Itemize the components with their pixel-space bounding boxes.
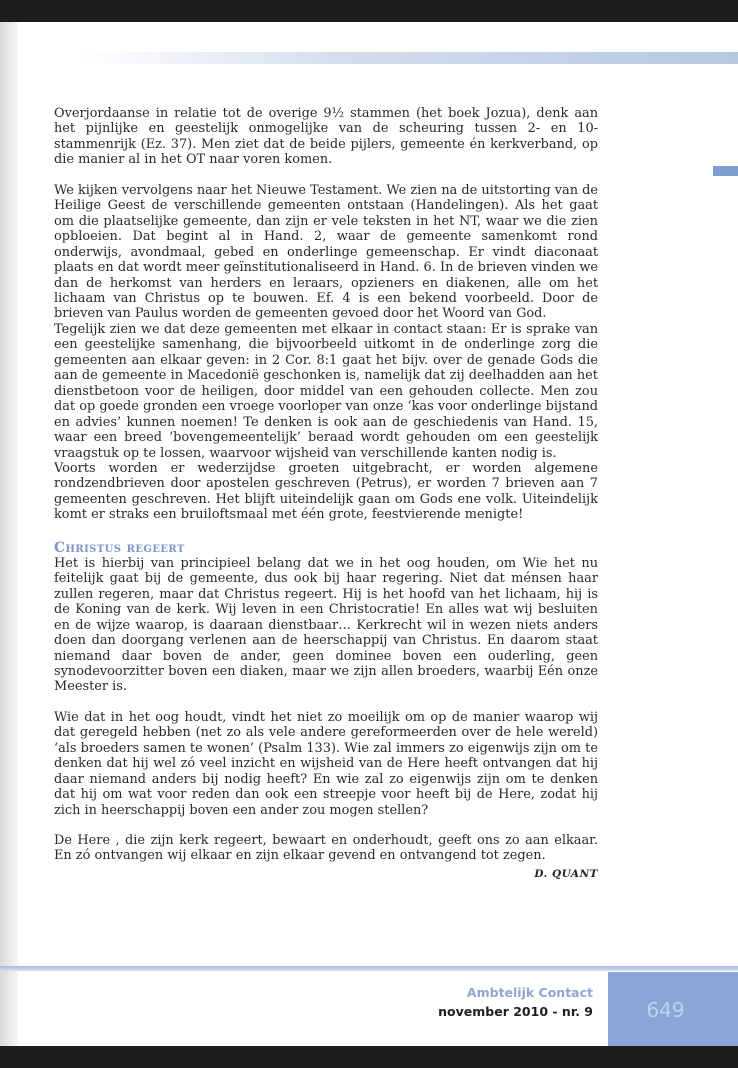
scan-left-shadow — [0, 22, 18, 1046]
footer-rule — [0, 966, 738, 971]
paragraph-closing: De Here , die zijn kerk regeert, bewaart en onderhoudt, geeft ons zo aan elkaar. En zó ontvangen wij elkaar en zijn elkaar gevend en ontvangend tot zegen. — [54, 833, 598, 864]
page-number-box — [608, 972, 738, 1046]
paragraph-greetings: Voorts worden er wederzijdse groeten uitgebracht, er worden algemene rondzendbrieven door apostelen geschreven (Petrus), er worden 7 brieven aan 7 gemeenten geschreven. Het blijft uiteindelijk gaan om Gods ene volk. Uiteindelijk komt er straks een bruiloftsmaal met één grote, feestvierende menigte! — [54, 460, 598, 523]
paragraph-new-testament: We kijken vervolgens naar het Nieuwe Testament. We zien na de uitstorting van de Heilige Geest de verschillende gemeenten ontstaan (Handelingen). Als het gaat om die plaatselijke gemeente, dan zijn er vele teksten in het NT, waar we die zien opbloeien. Dat begint al in Hand. 2, waar de gemeente samenkomt rond onderwijs, avondmaal, gebed en onderlinge gemeenschap. Er vindt diaconaat plaats en dat wordt meer geïnstitutionaliseerd in Hand. 6. In de brieven vinden we dan de herkomst van herders en leraars, opzieners en diakenen, alle om het lichaam van Christus op te bouwen. Ef. 4 is een bekend voorbeeld. Door de brieven van Paulus worden de gemeenten gevoed door het Woord van God. — [54, 182, 598, 322]
magazine-title: Ambtelijk Contact — [466, 985, 593, 1000]
article-body — [54, 106, 598, 882]
header-color-band — [82, 52, 738, 64]
paragraph-brothers: Wie dat in het oog houdt, vindt het niet zo moeilijk om op de manier waarop wij dat geregeld hebben (net zo als vele andere gereformeerden over de hele wereld) ‘als broeders samen te wonen’ (Psalm 133). Wie zal immers zo eigenwijs zijn om te denken dat hij wel zó veel inzicht en wijsheid van de Here heeft ontvangen dat hij daar niemand anders bij nodig heeft? En wie zal zo eigenwijs zijn om te denken dat hij om wat voor reden dan ook een streepje voor heeft bij de Here, zodat hij zich in heerschappij boven een ander zou mogen stellen? — [54, 709, 598, 818]
paragraph-intro: Overjordaanse in relatie tot de overige 9½ stammen (het boek Jozua), denk aan het pijnlijke en geestelijk onmogelijke van de scheuring tussen 2- en 10-stammenrijk (Ez. 37). Men ziet dat de beide pijlers, gemeente én kerkverband, op die manier al in het OT naar voren komen. — [54, 106, 598, 168]
side-tab-marker — [713, 166, 738, 176]
scan-bottom-border — [0, 1046, 738, 1068]
page-number: 649 — [646, 998, 685, 1022]
paragraph-christocracy: Het is hierbij van principieel belang dat we in het oog houden, om Wie het nu feitelijk gaat bij de gemeente, dus ook bij haar regering. Niet dat ménsen haar zullen regeren, maar dat Christus regeert. Hij is het hoofd van het lichaam, hij is de Koning van de kerk. Wij leven in een Christocratie! En alles wat wij besluiten en de wijze waarop, is daaraan dienstbaar… Kerkrecht wil in wezen niets anders doen dan doorgang verlenen aan de heerschappij van Christus. En daarom staat niemand daar boven de ander, geen dominee boven een ouderling, geen synodevoorzitter boven een diaken, maar we zijn allen broeders, waarbij Eén onze Meester is. — [54, 555, 598, 695]
scan-top-border — [0, 0, 738, 22]
issue-info: november 2010 - nr. 9 — [438, 1004, 593, 1019]
paragraph-contact: Tegelijk zien we dat deze gemeenten met elkaar in contact staan: Er is sprake van een geestelijke samenhang, die bijvoorbeeld uitkomt in de onderlinge zorg die gemeenten aan elkaar geven: in 2 Cor. 8:1 gaat het bijv. over de genade Gods die aan de gemeente in Macedonië geschonken is, namelijk dat zij deelhadden aan het dienstbetoon voor de heiligen, door middel van een gehouden collecte. Men zou dat op goede gronden een vroege voorloper van onze ‘kas voor onderlinge bijstand en advies’ kunnen noemen! Te denken is ook aan de geschiedenis van Hand. 15, waar een breed ‘bovengemeentelijk’ beraad wordt gehouden om een geestelijk vraagstuk op te lossen, waarvoor wijsheid van verschillende kanten nodig is. — [54, 321, 598, 461]
section-heading: Christus regeert — [54, 539, 185, 556]
author-signature: D. QUANT — [534, 867, 598, 880]
